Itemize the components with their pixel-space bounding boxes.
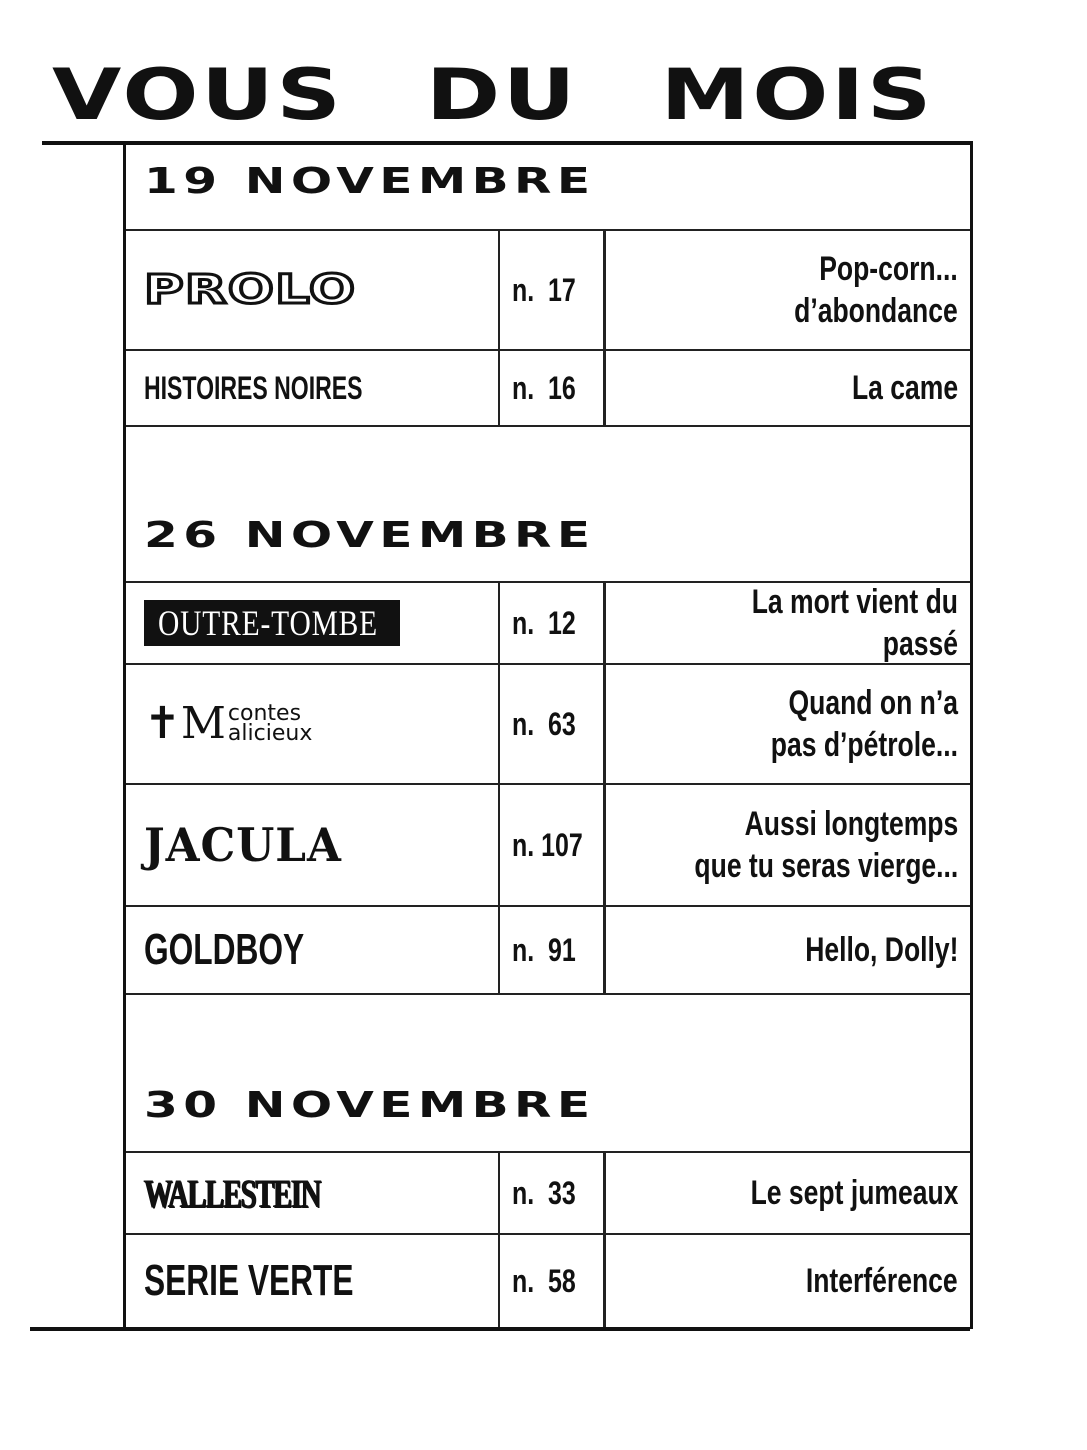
series-cell xyxy=(126,583,500,663)
series-cell xyxy=(126,1235,500,1327)
table-row xyxy=(126,665,970,785)
section-header-2 xyxy=(126,427,970,583)
wallestein-logo: WALLESTEIN xyxy=(144,1170,321,1216)
page-title: VOUS DU MOIS xyxy=(52,54,934,136)
cross-emblem-icon: ✝M xyxy=(144,698,226,749)
series-cell xyxy=(126,907,500,993)
bottom-rule xyxy=(30,1327,970,1331)
story-title-cell: La mort vient du passé xyxy=(751,583,958,663)
outre-tombe-logo: OUTRE-TOMBE xyxy=(144,600,400,646)
issue-number-cell: n. 58 xyxy=(502,1235,606,1327)
story-title-cell: Pop-corn... d’abondance xyxy=(794,250,958,330)
table-row xyxy=(126,231,970,351)
section-date: 30 NOVEMBRE xyxy=(144,1085,596,1126)
issue-number-cell: n. 12 xyxy=(502,583,606,663)
issue-number-cell: n. 16 xyxy=(502,351,606,425)
table-row xyxy=(126,583,970,665)
section-date: 26 NOVEMBRE xyxy=(144,515,596,556)
table-row xyxy=(126,351,970,427)
story-title-cell: Hello, Dolly! xyxy=(804,931,958,969)
issue-number-cell: n. 17 xyxy=(502,231,606,349)
story-title-cell: Interférence xyxy=(806,1262,958,1300)
section-header-1 xyxy=(126,141,970,231)
section-header-3 xyxy=(126,995,970,1153)
issue-number-cell: n. 107 xyxy=(502,785,606,905)
table-row xyxy=(126,785,970,907)
story-title-cell: Quand on n’a pas d’pétrole... xyxy=(770,684,958,764)
series-name: GOLDBOY xyxy=(144,925,305,974)
series-cell xyxy=(126,785,500,905)
logo-word-1: contes xyxy=(227,701,302,726)
story-title-cell: La came xyxy=(851,369,958,407)
issue-number-cell: n. 33 xyxy=(502,1153,606,1233)
series-name: HISTOIRES NOIRES xyxy=(144,369,363,406)
table-row xyxy=(126,1153,970,1235)
table-row xyxy=(126,907,970,995)
series-cell xyxy=(126,231,500,349)
jacula-logo: JACULA xyxy=(144,818,342,872)
issue-number-cell: n. 63 xyxy=(502,665,606,783)
series-name: SERIE VERTE xyxy=(144,1256,354,1305)
table-row xyxy=(126,1235,970,1327)
series-cell xyxy=(126,351,500,425)
contes-malicieux-logo xyxy=(144,698,313,749)
series-cell xyxy=(126,1153,500,1233)
logo-word-2: alicieux xyxy=(227,721,313,746)
issue-number-cell: n. 91 xyxy=(502,907,606,993)
prolo-logo: PROLO xyxy=(144,267,357,313)
schedule-table xyxy=(123,141,973,1329)
story-title-cell: Le sept jumeaux xyxy=(750,1174,958,1212)
series-cell xyxy=(126,665,500,783)
section-date: 19 NOVEMBRE xyxy=(144,161,596,202)
story-title-cell: Aussi longtemps que tu seras vierge... xyxy=(694,805,958,885)
